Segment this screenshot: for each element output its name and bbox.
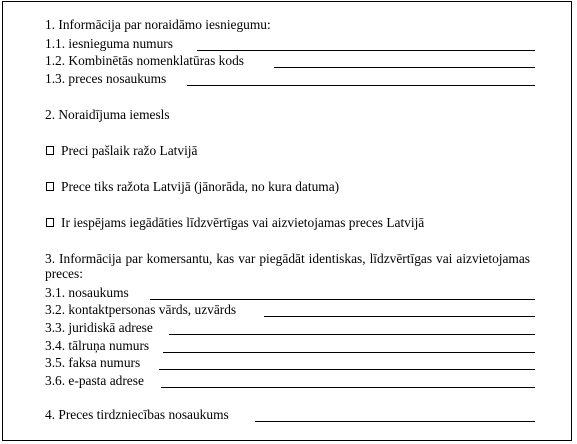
section-3-heading: 3. Informācija par komersantu, kas var piegādāt identiskas, līdzvērtīgas vai aizvietojamas preces:: [45, 251, 530, 281]
fax-number-line: [159, 369, 535, 370]
product-name-field[interactable]: [45, 71, 535, 87]
company-name-line: [150, 299, 535, 300]
trade-name-label: 4. Preces tirdzniecības nosaukums: [45, 407, 229, 422]
contact-person-field[interactable]: [45, 302, 535, 318]
phone-number-label: 3.4. tālruņa numurs: [45, 338, 150, 353]
application-number-label: 1.1. iesnieguma numurs: [45, 36, 173, 51]
email-address-line: [161, 387, 535, 388]
fax-number-label: 3.5. faksa numurs: [45, 355, 141, 370]
fax-number-field[interactable]: [45, 355, 535, 371]
application-number-line: [197, 50, 535, 51]
email-address-label: 3.6. e-pasta adrese: [45, 373, 144, 388]
cn-code-line: [274, 67, 535, 68]
reason-option-label: Prece tiks ražota Latvijā (jānorāda, no kura datuma): [61, 179, 340, 194]
contact-person-label: 3.2. kontaktpersonas vārds, uzvārds: [45, 302, 237, 317]
application-number-field[interactable]: [45, 36, 535, 52]
phone-number-line: [163, 352, 535, 353]
company-name-field[interactable]: [45, 285, 535, 301]
reason-option-label: Ir iespējams iegādāties līdzvērtīgas vai aizvietojamas preces Latvijā: [61, 215, 425, 230]
legal-address-line: [169, 334, 535, 335]
product-name-line: [187, 85, 535, 86]
section-2-heading: 2. Noraidījuma iemesls: [45, 107, 170, 122]
legal-address-label: 3.3. juridiskā adrese: [45, 320, 153, 335]
email-address-field[interactable]: [45, 373, 535, 389]
cn-code-field[interactable]: [45, 53, 535, 69]
checkbox[interactable]: [46, 146, 54, 155]
checkbox[interactable]: [46, 218, 54, 227]
company-name-label: 3.1. nosaukums: [45, 285, 129, 300]
contact-person-line: [264, 316, 535, 317]
product-name-label: 1.3. preces nosaukums: [45, 71, 167, 86]
trade-name-line: [255, 421, 535, 422]
checkbox[interactable]: [46, 182, 54, 191]
trade-name-field[interactable]: [45, 407, 535, 423]
phone-number-field[interactable]: [45, 338, 535, 354]
legal-address-field[interactable]: [45, 320, 535, 336]
section-1-heading: 1. Informācija par noraidāmo iesniegumu:: [45, 17, 271, 32]
reason-option-label: Preci pašlaik ražo Latvijā: [61, 143, 198, 158]
cn-code-label: 1.2. Kombinētās nomenklatūras kods: [45, 53, 244, 68]
